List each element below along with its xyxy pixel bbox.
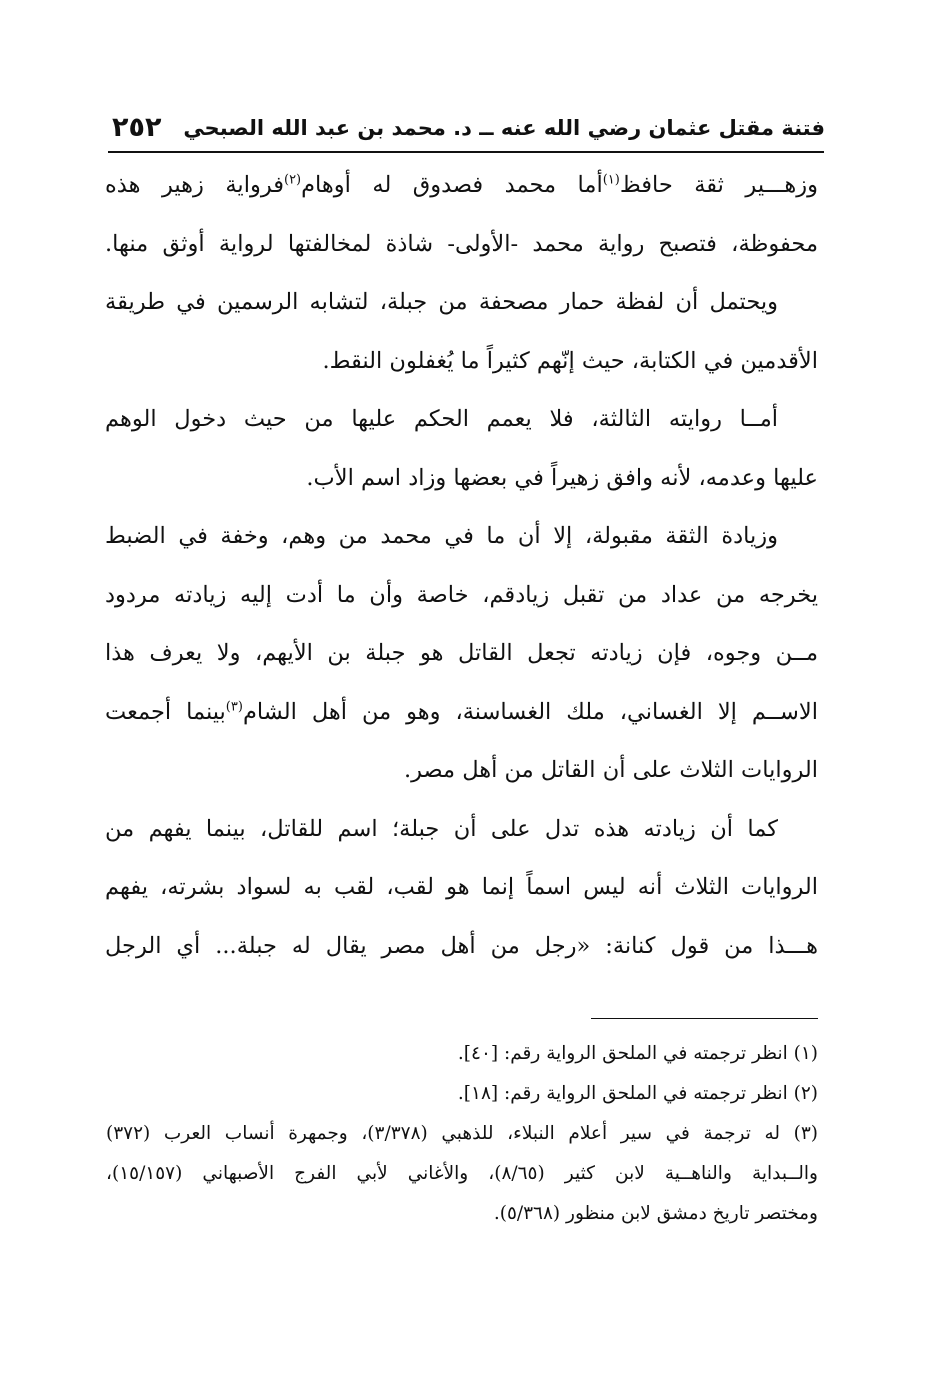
- footnote-rule: [591, 1018, 818, 1019]
- text-line: [105, 683, 818, 742]
- text-run: بينما أجمعت: [105, 698, 226, 725]
- body-text: [105, 156, 818, 975]
- text-line: أمــا روايته الثالثة، فلا يعمم الحكم عليها من حيث دخول الوهم: [105, 406, 778, 432]
- text-run: وزهـــير ثقة حافظ: [619, 172, 818, 198]
- page-number: ٢٥٢: [112, 112, 162, 143]
- text-line: يخرجه من عداد من تقبل زيادقم، خاصة وأن ما أدت إليه زيادته مردود: [105, 581, 818, 608]
- text-line: مــن وجوه، فإن زيادته تجعل القاتل هو جبلة بن الأيهم، ولا يعرف هذا: [105, 640, 818, 666]
- text-line: محفوظة، فتصبح رواية محمد -الأولى- شاذة لمخالفتها لرواية أوثق منها.: [105, 230, 818, 257]
- header-rule: [108, 151, 824, 153]
- text-run: الاســم إلا الغساني، ملك الغساسنة، وهو من أهل الشام: [242, 698, 818, 725]
- text-line: ويحتمل أن لفظة حمار مصحفة من جبلة، لتشابه الرسمين في طريقة: [105, 289, 778, 315]
- footnote-marker: (٣): [225, 699, 243, 714]
- footnotes: [106, 1034, 818, 1234]
- text-run: أما محمد فصدوق له أوهام: [301, 172, 603, 198]
- footnote-3-line: ومختصر تاريخ دمشق لابن منظور (٥/٣٦٨).: [493, 1203, 818, 1224]
- text-line: وزيادة الثقة مقبولة، إلا أن ما في محمد من وهم، وخفة في الضبط: [105, 523, 778, 549]
- text-line: هـــذا من قول كنانة: «رجل من أهل مصر يقال له جبلة... أي الرجل: [105, 932, 818, 959]
- text-line: كما أن زيادته هذه تدل على أن جبلة؛ اسم للقاتل، بينما يفهم من: [105, 815, 778, 842]
- text-line: عليها وعدمه، لأنه وافق زهيراً في بعضها وزاد اسم الأب.: [306, 464, 818, 491]
- text-line: الأقدمين في الكتابة، حيث إنّهم كثيراً ما يُغفلون النقط.: [322, 347, 818, 374]
- text-line: الروايات الثلاث على أن القاتل من أهل مصر.: [403, 757, 818, 783]
- running-title: فتنة مقتل عثمان رضي الله عنه ــ د. محمد بن عبد الله الصبحي: [183, 116, 825, 140]
- running-header: [112, 110, 825, 152]
- footnote-3-line: (٣) له ترجمة في سير أعلام النبلاء، للذهبي (٣/٣٧٨)، وجمهرة أنساب العرب (٣٧٢): [106, 1123, 819, 1144]
- footnote-marker: (١): [602, 172, 620, 188]
- text-line: [105, 156, 818, 215]
- text-line: الروايات الثلاث أنه ليس اسماً إنما هو لقب، لقب به لسواد بشرته، يفهم: [105, 874, 818, 900]
- text-run: فرواية زهير هذه: [105, 172, 284, 198]
- footnote-marker: (٢): [283, 172, 302, 188]
- footnote-2: (٢) انظر ترجمته في الملحق الرواية رقم: [١٨].: [457, 1083, 818, 1104]
- footnote-1: (١) انظر ترجمته في الملحق الرواية رقم: [٤٠].: [457, 1043, 818, 1064]
- footnote-3-line: والــبداية والناهــية لابن كثير (٨/٦٥)، والأغاني لأبي الفرج الأصبهاني (١٥/١٥٧)،: [106, 1163, 818, 1184]
